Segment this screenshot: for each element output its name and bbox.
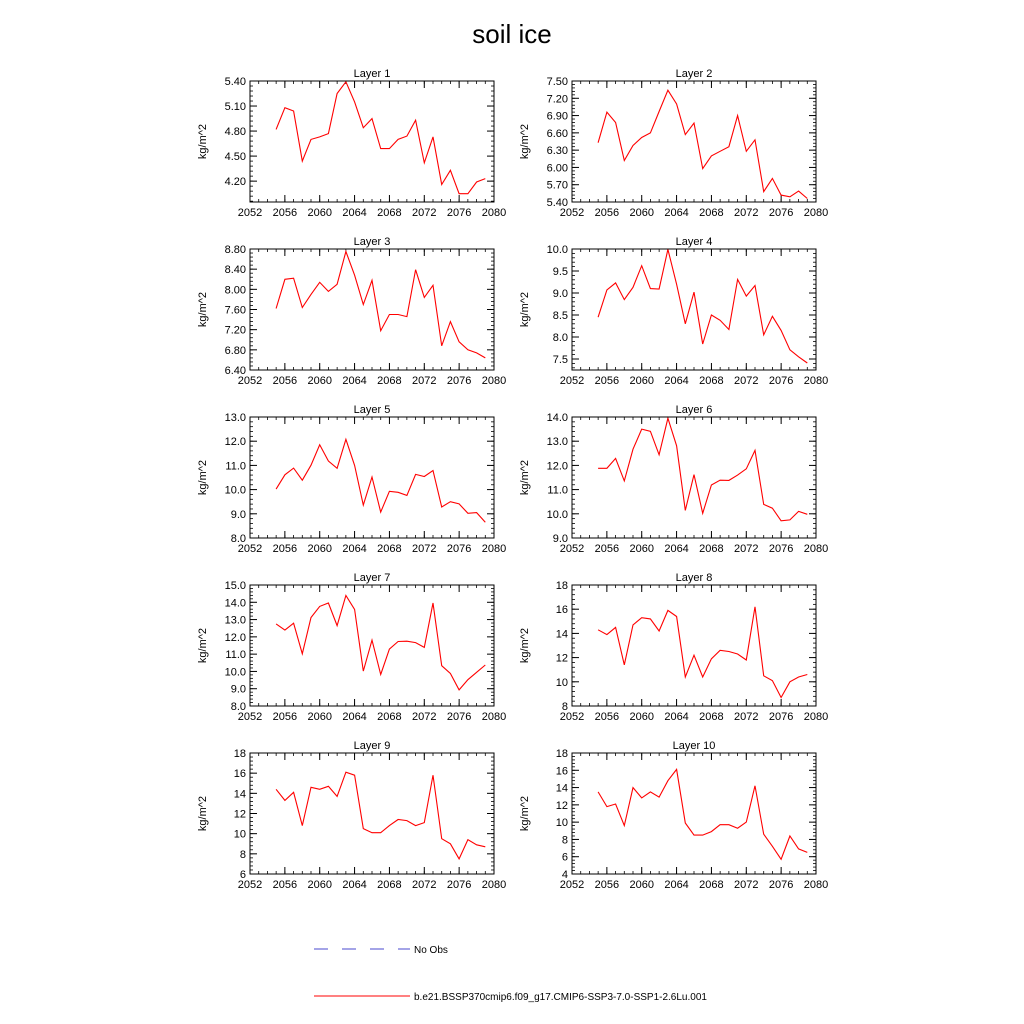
x-tick-label: 2064 [664, 207, 689, 219]
y-tick-label: 13.0 [224, 614, 246, 627]
x-tick-label: 2052 [559, 207, 585, 219]
plot-frame [572, 249, 816, 370]
x-tick-label: 2064 [342, 207, 367, 219]
y-tick-label: 10 [555, 676, 568, 689]
panel-title: Layer 5 [353, 404, 391, 416]
y-tick-label: 8.0 [230, 701, 246, 713]
y-axis-label: kg/m^2 [519, 627, 531, 664]
panel-title: Layer 3 [353, 236, 391, 248]
x-tick-label: 2072 [412, 207, 437, 219]
y-tick-label: 8.5 [552, 310, 568, 322]
x-tick-label: 2056 [594, 375, 620, 387]
y-tick-label: 6.60 [546, 127, 568, 140]
x-tick-label: 2056 [594, 543, 620, 555]
x-tick-label: 2064 [342, 711, 367, 723]
x-tick-label: 2080 [803, 375, 829, 387]
x-tick-label: 2076 [446, 207, 472, 219]
panel-title: Layer 9 [353, 740, 391, 752]
y-tick-label: 9.0 [552, 288, 568, 300]
panel-layer-3 [197, 236, 506, 387]
y-tick-label: 12 [555, 799, 568, 812]
x-tick-label: 2068 [377, 879, 402, 891]
x-tick-label: 2064 [342, 543, 367, 555]
y-tick-label: 12.0 [224, 436, 246, 449]
y-tick-label: 12.0 [546, 460, 568, 473]
y-axis-label: kg/m^2 [519, 795, 531, 832]
y-tick-label: 14 [555, 782, 568, 795]
x-tick-label: 2072 [412, 711, 437, 723]
x-tick-label: 2076 [446, 375, 472, 387]
y-tick-label: 6.90 [546, 110, 568, 123]
x-tick-label: 2080 [481, 543, 507, 555]
panel-title: Layer 2 [675, 68, 713, 80]
series-line-layer-2 [598, 90, 807, 198]
panel-layer-7 [197, 572, 506, 723]
x-tick-label: 2076 [446, 543, 472, 555]
x-tick-label: 2056 [594, 207, 620, 219]
y-tick-label: 6 [239, 869, 246, 881]
y-tick-label: 12.0 [224, 631, 246, 644]
y-axis-label: kg/m^2 [197, 795, 209, 832]
x-tick-label: 2056 [594, 711, 620, 723]
y-tick-label: 9.5 [552, 266, 568, 278]
panel-grid [197, 68, 828, 891]
y-tick-label: 16 [233, 768, 246, 781]
x-tick-label: 2060 [629, 879, 654, 891]
panel-layer-5 [197, 404, 506, 555]
x-tick-label: 2072 [734, 375, 759, 387]
y-tick-label: 15.0 [224, 580, 246, 592]
y-axis-label: kg/m^2 [519, 123, 531, 160]
x-tick-label: 2072 [412, 375, 437, 387]
x-tick-label: 2064 [342, 375, 367, 387]
x-tick-label: 2080 [803, 543, 829, 555]
x-tick-label: 2060 [307, 879, 332, 891]
y-tick-label: 8.0 [230, 533, 246, 545]
y-tick-label: 8.0 [552, 332, 568, 344]
y-tick-label: 5.40 [224, 76, 246, 88]
x-tick-label: 2068 [377, 711, 402, 723]
y-tick-label: 11.0 [547, 484, 568, 497]
y-tick-label: 6.80 [224, 344, 246, 357]
y-tick-label: 6 [561, 851, 568, 864]
plot-frame [250, 81, 494, 202]
y-tick-label: 8 [239, 848, 246, 861]
x-tick-label: 2052 [559, 711, 585, 723]
y-tick-label: 5.10 [224, 101, 246, 114]
x-tick-label: 2056 [272, 207, 298, 219]
y-tick-label: 10 [233, 828, 246, 841]
y-tick-label: 14 [555, 628, 568, 641]
x-tick-label: 2068 [699, 375, 724, 387]
panel-layer-10 [519, 740, 828, 891]
y-tick-label: 9.0 [230, 508, 246, 521]
x-tick-label: 2076 [768, 879, 794, 891]
panel-title: Layer 7 [353, 572, 391, 584]
x-tick-label: 2072 [734, 207, 759, 219]
series-line-layer-8 [598, 607, 807, 698]
panel-layer-4 [519, 236, 828, 387]
x-tick-label: 2060 [629, 207, 654, 219]
x-tick-label: 2052 [559, 375, 585, 387]
x-tick-label: 2080 [481, 375, 507, 387]
x-tick-label: 2056 [272, 879, 298, 891]
x-tick-label: 2080 [481, 879, 507, 891]
y-tick-label: 10.0 [224, 666, 246, 679]
panel-title: Layer 1 [353, 68, 391, 80]
x-tick-label: 2072 [734, 543, 759, 555]
series-line-layer-4 [598, 249, 807, 363]
x-tick-label: 2060 [307, 711, 332, 723]
y-tick-label: 14 [233, 788, 246, 801]
panel-title: Layer 4 [675, 236, 713, 248]
legend-model-label: b.e21.BSSP370cmip6.f09_g17.CMIP6-SSP3-7.0-SSP1-2.6Lu.001 [414, 992, 707, 1003]
x-tick-label: 2080 [481, 711, 507, 723]
figure-title: soil ice [472, 19, 552, 49]
series-line-layer-3 [276, 252, 485, 358]
x-tick-label: 2076 [446, 711, 472, 723]
plot-frame [572, 417, 816, 538]
y-tick-label: 10 [555, 817, 568, 830]
y-tick-label: 10.0 [546, 508, 568, 521]
plot-frame [250, 249, 494, 370]
x-tick-label: 2068 [377, 375, 402, 387]
panel-title: Layer 10 [672, 740, 716, 752]
series-line-layer-1 [276, 82, 485, 194]
x-tick-label: 2072 [734, 711, 759, 723]
y-axis-label: kg/m^2 [197, 123, 209, 160]
x-tick-label: 2064 [342, 879, 367, 891]
y-tick-label: 6.30 [546, 145, 568, 158]
x-tick-label: 2076 [768, 711, 794, 723]
y-tick-label: 18 [233, 748, 246, 760]
y-tick-label: 9.0 [230, 683, 246, 696]
series-line-layer-5 [276, 439, 485, 522]
x-tick-label: 2072 [412, 543, 437, 555]
x-tick-label: 2076 [768, 207, 794, 219]
x-tick-label: 2052 [237, 711, 263, 723]
x-tick-label: 2060 [307, 375, 332, 387]
y-tick-label: 12 [233, 808, 246, 821]
x-tick-label: 2060 [629, 375, 654, 387]
y-tick-label: 9.0 [552, 533, 568, 545]
y-axis-label: kg/m^2 [197, 459, 209, 496]
y-tick-label: 6.40 [224, 365, 246, 377]
y-axis-label: kg/m^2 [197, 291, 209, 328]
x-tick-label: 2064 [664, 375, 689, 387]
y-tick-label: 16 [555, 765, 568, 778]
y-tick-label: 16 [555, 604, 568, 617]
y-tick-label: 7.20 [224, 324, 246, 337]
x-tick-label: 2056 [272, 543, 298, 555]
x-tick-label: 2068 [699, 879, 724, 891]
y-tick-label: 12 [555, 652, 568, 665]
y-tick-label: 14.0 [546, 412, 568, 424]
series-line-layer-9 [276, 772, 485, 859]
legend-obs-label: No Obs [414, 945, 448, 956]
y-tick-label: 13.0 [546, 436, 568, 449]
x-tick-label: 2060 [629, 711, 654, 723]
x-tick-label: 2052 [237, 207, 263, 219]
series-line-layer-10 [598, 769, 807, 859]
x-tick-label: 2052 [559, 879, 585, 891]
y-tick-label: 8.00 [224, 284, 246, 297]
y-tick-label: 4.80 [224, 126, 246, 139]
x-tick-label: 2056 [272, 375, 298, 387]
x-tick-label: 2060 [307, 543, 332, 555]
x-tick-label: 2068 [699, 207, 724, 219]
y-tick-label: 11.0 [225, 649, 246, 662]
y-tick-label: 7.50 [546, 76, 568, 88]
x-tick-label: 2068 [699, 711, 724, 723]
plot-frame [572, 81, 816, 202]
y-tick-label: 10.0 [224, 484, 246, 497]
x-tick-label: 2080 [481, 207, 507, 219]
y-tick-label: 7.20 [546, 93, 568, 106]
x-tick-label: 2068 [377, 543, 402, 555]
y-axis-label: kg/m^2 [197, 627, 209, 664]
legend [314, 945, 707, 1003]
y-tick-label: 7.60 [224, 304, 246, 317]
x-tick-label: 2072 [734, 879, 759, 891]
x-tick-label: 2076 [768, 543, 794, 555]
x-tick-label: 2072 [412, 879, 437, 891]
y-tick-label: 5.40 [546, 197, 568, 209]
panel-layer-2 [519, 68, 828, 219]
y-tick-label: 8 [561, 701, 568, 713]
panel-title: Layer 8 [675, 572, 713, 584]
y-tick-label: 13.0 [224, 412, 246, 424]
x-tick-label: 2060 [307, 207, 332, 219]
x-tick-label: 2052 [559, 543, 585, 555]
y-axis-label: kg/m^2 [519, 291, 531, 328]
y-tick-label: 4.50 [224, 151, 246, 164]
x-tick-label: 2076 [768, 375, 794, 387]
panel-layer-1 [197, 68, 506, 219]
x-tick-label: 2068 [377, 207, 402, 219]
y-tick-label: 7.5 [552, 354, 568, 366]
panel-layer-6 [519, 404, 828, 555]
y-tick-label: 4.20 [224, 176, 246, 189]
panel-layer-9 [197, 740, 506, 891]
x-tick-label: 2064 [664, 879, 689, 891]
y-tick-label: 11.0 [225, 460, 246, 473]
series-line-layer-7 [276, 596, 485, 690]
y-tick-label: 4 [561, 869, 568, 881]
x-tick-label: 2052 [237, 375, 263, 387]
y-tick-label: 14.0 [224, 597, 246, 610]
y-tick-label: 10.0 [546, 244, 568, 256]
x-tick-label: 2056 [594, 879, 620, 891]
y-axis-label: kg/m^2 [519, 459, 531, 496]
x-tick-label: 2052 [237, 543, 263, 555]
panel-layer-8 [519, 572, 828, 723]
plot-frame [572, 585, 816, 706]
x-tick-label: 2064 [664, 711, 689, 723]
y-tick-label: 8 [561, 834, 568, 847]
x-tick-label: 2064 [664, 543, 689, 555]
x-tick-label: 2080 [803, 879, 829, 891]
y-tick-label: 8.80 [224, 244, 246, 256]
y-tick-label: 8.40 [224, 264, 246, 277]
x-tick-label: 2068 [699, 543, 724, 555]
x-tick-label: 2052 [237, 879, 263, 891]
x-tick-label: 2080 [803, 711, 829, 723]
x-tick-label: 2060 [629, 543, 654, 555]
x-tick-label: 2056 [272, 711, 298, 723]
x-tick-label: 2080 [803, 207, 829, 219]
y-tick-label: 5.70 [546, 179, 568, 192]
panel-title: Layer 6 [675, 404, 713, 416]
y-tick-label: 6.00 [546, 162, 568, 175]
y-tick-label: 18 [555, 748, 568, 760]
series-line-layer-6 [598, 418, 807, 521]
y-tick-label: 18 [555, 580, 568, 592]
x-tick-label: 2076 [446, 879, 472, 891]
